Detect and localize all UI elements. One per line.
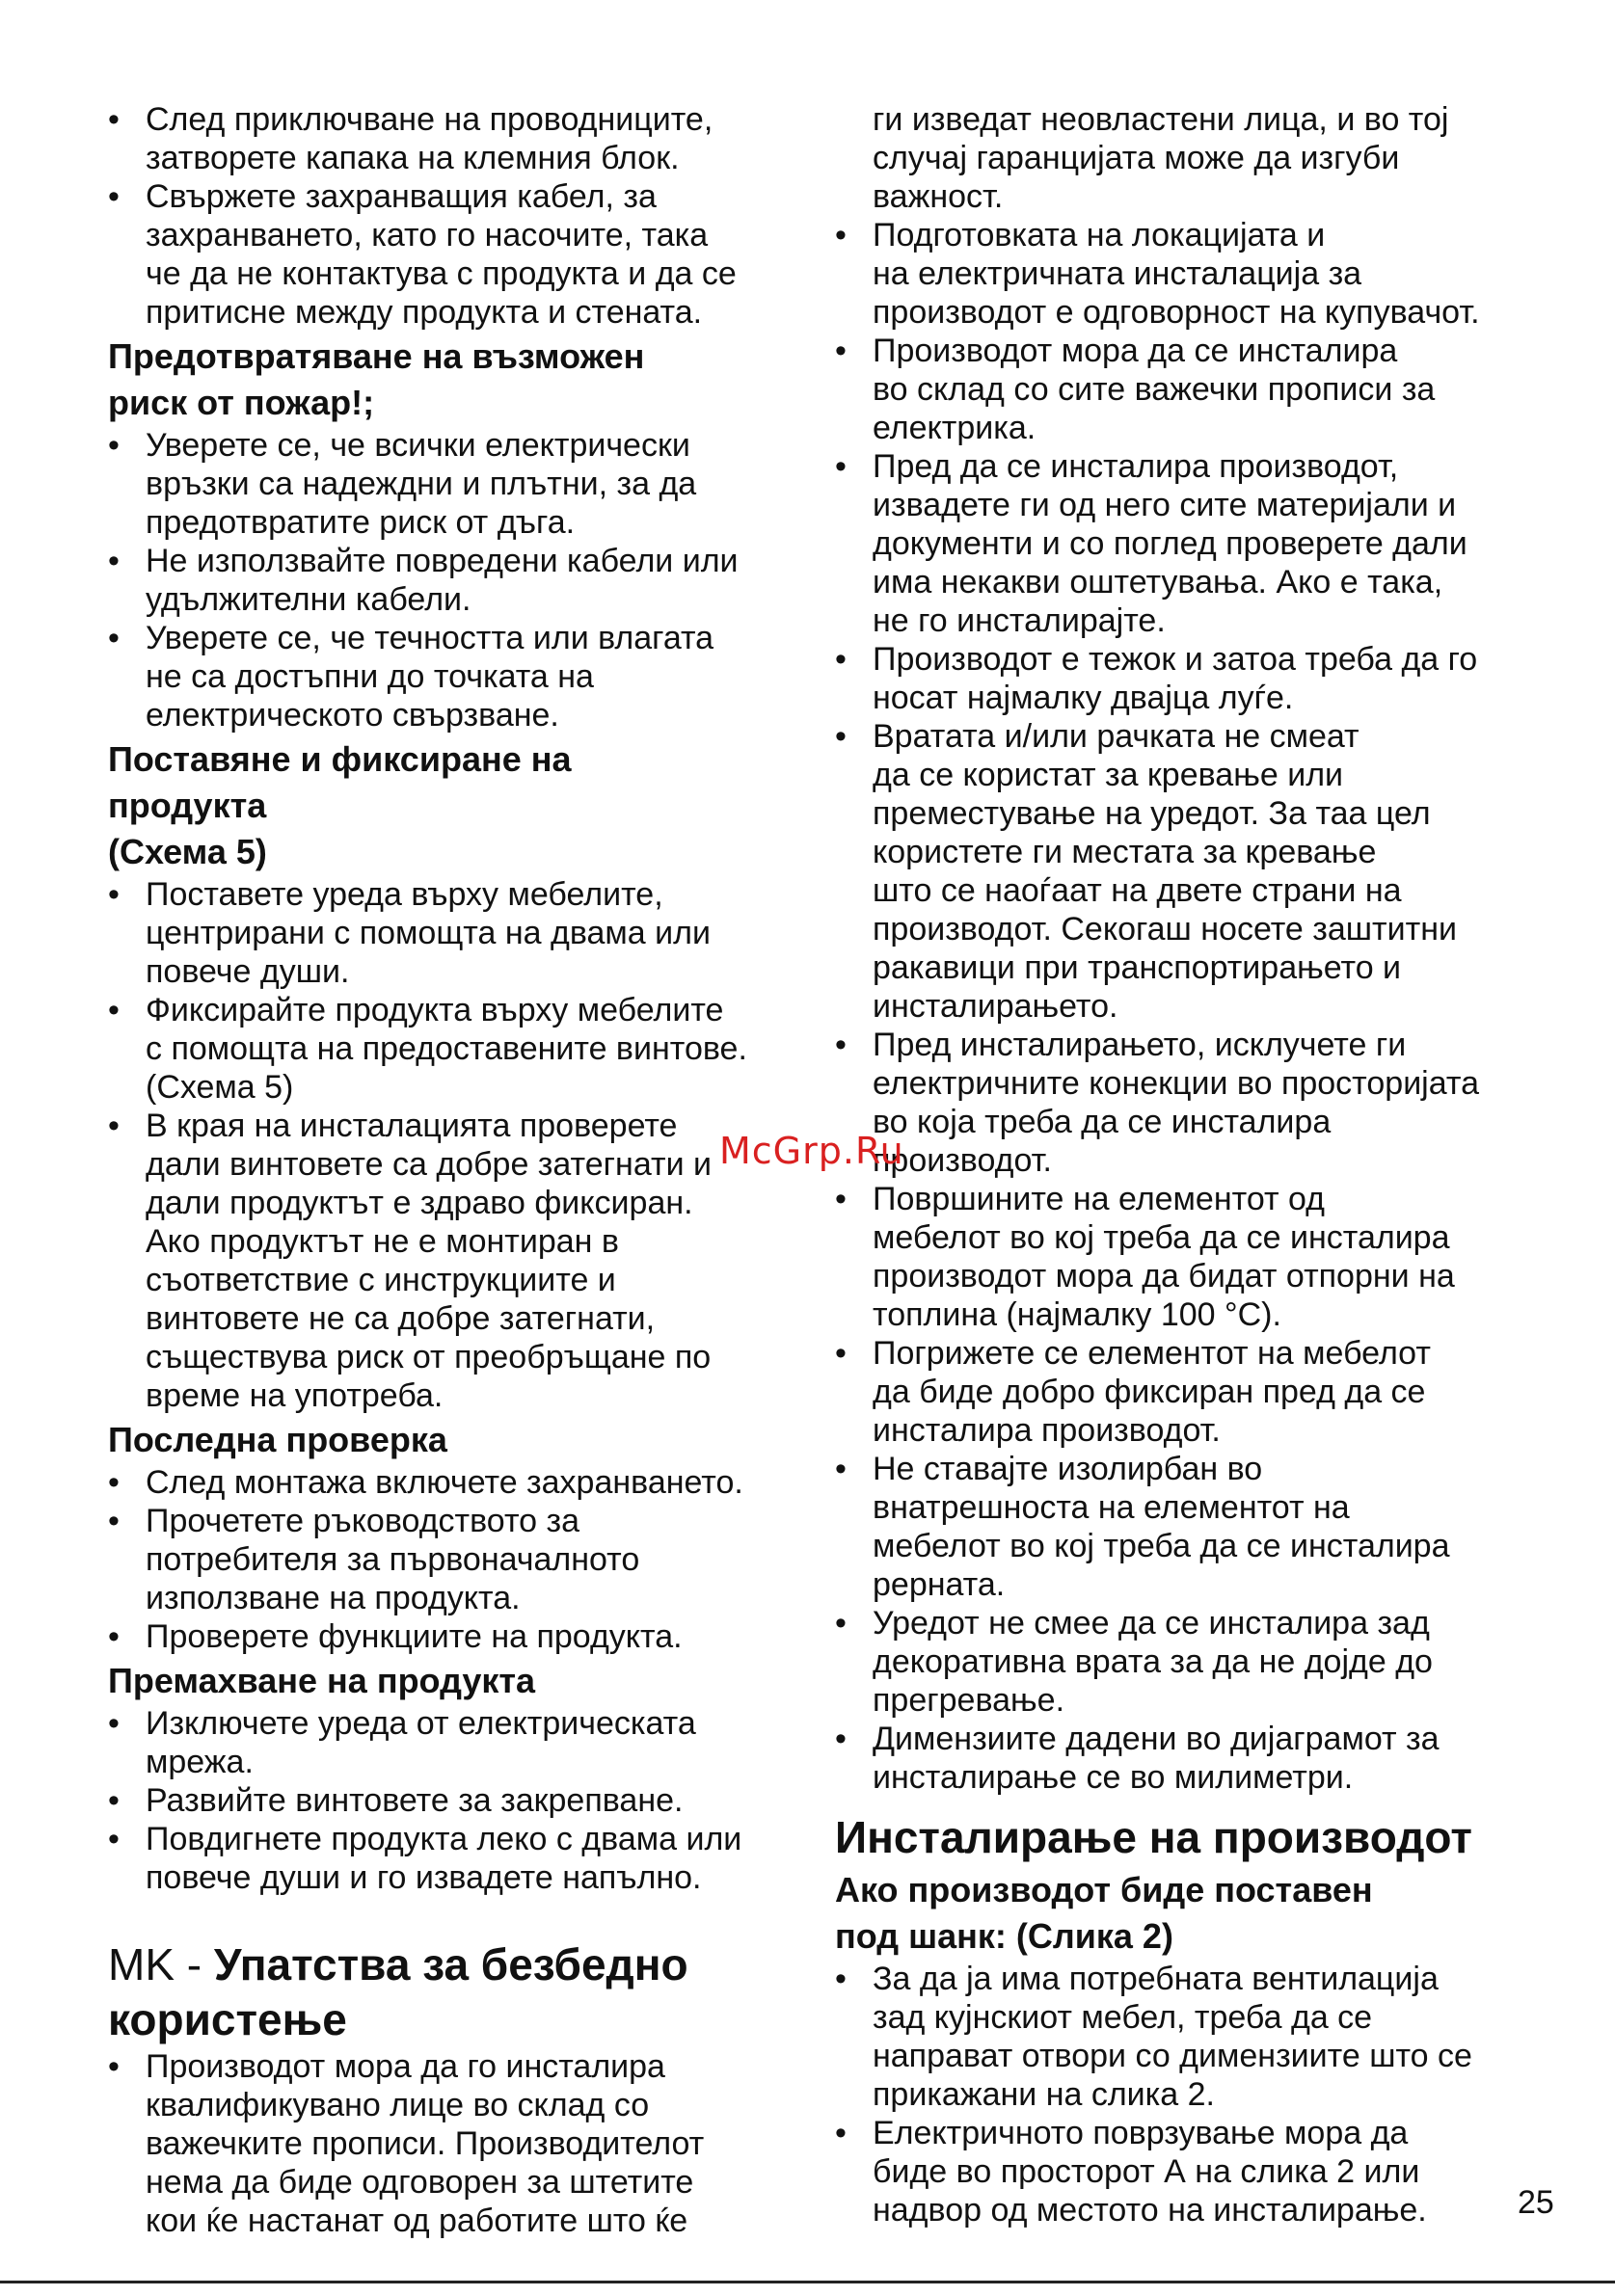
list-item: • Уверете се, че течността или влагата не са достъпни до точката на електрическото свързване. bbox=[108, 619, 783, 734]
list-item: • За да ја има потребната вентилација зад кујнскиот мебел, треба да се направат отвори со димензиите што се прикажани на слика 2. bbox=[835, 1960, 1510, 2114]
list-item: • В края на инсталацията проверете дали винтовете са добре затегнати и дали продуктът е здраво фиксиран. Ако продуктът не е монтиран в съответствие с инструкциите и винтовете не са добре затегнати, съществува риск от преобръщане по време на употреба. bbox=[108, 1107, 783, 1415]
list-item: • Проверете функциите на продукта. bbox=[108, 1617, 783, 1656]
watermark: McGrp.Ru bbox=[719, 1130, 904, 1172]
list-item: • Развийте винтовете за закрепване. bbox=[108, 1781, 783, 1820]
mk-title-text: Упатства за безбедно користење bbox=[108, 1939, 688, 2044]
list-item: • Електричното поврзување мора да биде во просторот А на слика 2 или надвор од местото на инсталирање. bbox=[835, 2114, 1510, 2229]
list-item: • Димензиите дадени во дијаграмот за инсталирање се во милиметри. bbox=[835, 1720, 1510, 1797]
list-item: • Површините на елементот од мебелот во кој треба да се инсталира производот мора да бидат отпорни на топлина (најмалку 100 °C). bbox=[835, 1180, 1510, 1334]
safety-list bbox=[835, 216, 1510, 1797]
list-item: • Пред инсталирањето, исклучете ги електричните конекции во просторијата во која треба да се инсталира производот. bbox=[835, 1026, 1510, 1180]
list-item: • Производот мора да се инсталира во склад со сите важечки прописи за електрика. bbox=[835, 332, 1510, 447]
final-check-heading: Последна проверка bbox=[108, 1420, 447, 1459]
list-item: • Производот мора да го инсталира квалификувано лице во склад со важечките прописи. Производителот нема да биде одговорен за штетите кои ќе настанат од работите што ќе bbox=[108, 2047, 783, 2240]
list-item: • След приключване на проводниците, затворете капака на клемния блок. bbox=[108, 100, 783, 177]
mk-list bbox=[108, 2047, 783, 2240]
left-column bbox=[108, 100, 783, 2240]
continued-text: ги изведат неовластени лица, и во тој случај гаранцијата може да изгуби важност. bbox=[873, 101, 1449, 215]
list-item: • Повдигнете продукта леко с двама или повече души и го извадете напълно. bbox=[108, 1820, 783, 1897]
list-item: • Погрижете се елементот на мебелот да биде добро фиксиран пред да се инсталира производот. bbox=[835, 1334, 1510, 1450]
language-prefix: MK - bbox=[108, 1939, 214, 1989]
placement-heading: Поставяне и фиксиране на продукта (Схема 5) bbox=[108, 739, 572, 871]
fire-risk-heading: Предотвратяване на възможен риск от пожар!; bbox=[108, 336, 645, 422]
list-item: • Вратата и/или рачката не смеат да се користат за кревање или преместување на уредот. За таа цел користете ги местата за кревање што се наоѓаат на двете страни на производот. Секогаш носете заштитни ракавици при транспортирањето и инсталирањето. bbox=[835, 717, 1510, 1026]
bottom-divider bbox=[0, 2281, 1615, 2283]
final-check-list bbox=[108, 1463, 783, 1656]
list-item: • Подготовката на локацијата и на електричната инсталација за производот е одговорност на купувачот. bbox=[835, 216, 1510, 332]
intro-list bbox=[108, 100, 783, 332]
removal-list bbox=[108, 1704, 783, 1897]
under-counter-heading: Ако производот биде поставен под шанк: (Слика 2) bbox=[835, 1870, 1373, 1956]
under-counter-list bbox=[835, 1960, 1510, 2229]
list-item: • След монтажа включете захранването. bbox=[108, 1463, 783, 1502]
page-number: 25 bbox=[1518, 2184, 1554, 2221]
fire-risk-list bbox=[108, 426, 783, 734]
list-item: • Свържете захранващия кабел, за захранването, като го насочите, така че да не контактува с продукта и да се притисне между продукта и стената. bbox=[108, 177, 783, 332]
list-item: • Не използвайте повредени кабели или удължителни кабели. bbox=[108, 542, 783, 619]
list-item: • Производот е тежок и затоа треба да го носат најмалку двајца луѓе. bbox=[835, 640, 1510, 717]
list-item: • Уредот не смее да се инсталира зад декоративна врата за да не дојде до прегревање. bbox=[835, 1604, 1510, 1720]
list-item: • Поставете уреда върху мебелите, центрирани с помощта на двама или повече души. bbox=[108, 875, 783, 991]
mk-section-title bbox=[108, 1937, 783, 2047]
install-heading: Инсталирање на производот bbox=[835, 1812, 1472, 1862]
right-column bbox=[835, 100, 1510, 2229]
removal-heading: Премахване на продукта bbox=[108, 1661, 536, 1700]
list-item: • Уверете се, че всички електрически връзки са надеждни и плътни, за да предотвратите риск от дъга. bbox=[108, 426, 783, 542]
list-item: • Прочетете ръководството за потребителя за първоначалното използване на продукта. bbox=[108, 1502, 783, 1617]
list-item: • Не ставајте изолирбан во внатрешноста на елементот на мебелот во кој треба да се инсталира рерната. bbox=[835, 1450, 1510, 1604]
list-item: • Пред да се инсталира производот, извадете ги од него сите материјали и документи и со поглед проверете дали има некакви оштетувања. Ако е така, не го инсталирајте. bbox=[835, 447, 1510, 640]
list-item: • Изключете уреда от електрическата мрежа. bbox=[108, 1704, 783, 1781]
placement-list bbox=[108, 875, 783, 1415]
list-item: • Фиксирайте продукта върху мебелите с помощта на предоставените винтове. (Схема 5) bbox=[108, 991, 783, 1107]
